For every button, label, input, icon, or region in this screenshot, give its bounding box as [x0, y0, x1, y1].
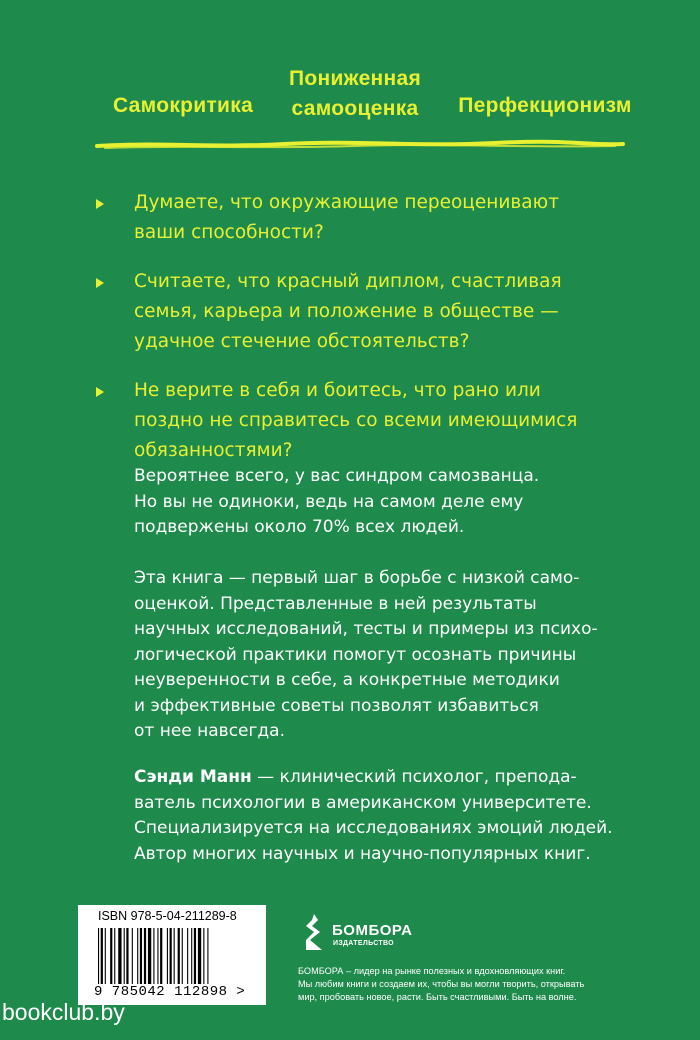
barcode-bar: [198, 928, 201, 984]
keyword-low-self-esteem-line2: самооценка: [291, 97, 419, 120]
publisher-name: БОМБОРА: [332, 922, 413, 939]
book-description-paragraph: [134, 566, 634, 745]
text-line: логической практики помогут осознать причины: [134, 644, 577, 665]
barcode-bar: [178, 928, 180, 984]
question-line: удачное стечение обстоятельств?: [134, 331, 470, 352]
text-line: неуверенности в себе, а конкретные методики: [134, 670, 560, 690]
text-line: ватель психологии в американском университете.: [134, 792, 592, 813]
bombora-logo-icon: [300, 912, 330, 952]
question-line: ваши способности?: [134, 222, 324, 243]
question-item: [94, 267, 634, 357]
barcode-bar: [118, 928, 121, 984]
barcode-bar: [167, 928, 168, 984]
barcode-bar: [203, 928, 204, 984]
barcode-bar: [194, 928, 196, 984]
barcode-bar: [110, 928, 112, 984]
barcode-bar: [140, 928, 142, 984]
author-bio-text: — клинический психолог, препода-: [251, 767, 577, 787]
barcode-bars: [96, 928, 256, 984]
text-line: подвержены около 70% всех людей.: [134, 517, 465, 537]
text-line: от нее навсегда.: [134, 721, 286, 741]
author-name: Сэнди Манн: [134, 767, 252, 787]
bullet-arrow-icon: [96, 387, 104, 397]
keyword-self-criticism: Самокритика: [112, 94, 254, 117]
barcode-digits: 9 785042 112898 >: [94, 984, 246, 1000]
barcode-bar: [174, 928, 175, 984]
barcode-bar: [126, 928, 128, 984]
barcode-bar: [191, 928, 192, 984]
barcode-bar: [187, 928, 188, 984]
barcode-bar: [153, 928, 154, 984]
barcode-bar: [137, 928, 138, 984]
text-line: Но вы не одиноки, ведь на самом деле ему: [134, 491, 524, 512]
question-line: Считаете, что красный диплом, счастливая: [134, 271, 562, 292]
text-line: Эта книга — первый шаг в борьбе с низкой само-: [134, 568, 580, 588]
barcode-bar: [157, 928, 158, 984]
text-line: БОМБОРА – лидер на рынке полезных и вдохновляющих книг.: [298, 966, 566, 976]
keyword-perfectionism: Перфекционизм: [458, 94, 632, 117]
site-watermark: bookclub.by: [2, 999, 125, 1025]
question-item: [94, 188, 634, 248]
barcode-bar: [101, 928, 103, 984]
text-line: Автор многих научных и научно-популярных книг.: [134, 843, 591, 864]
text-line: Мы любим книги и создаем их, чтобы вы могли творить, открывать: [298, 979, 585, 989]
author-bio: [134, 765, 634, 867]
isbn-label: ISBN 978-5-04-211289-8: [98, 909, 237, 923]
barcode-bar: [182, 928, 183, 984]
keyword-low-self-esteem: [270, 64, 440, 124]
bullet-arrow-icon: [96, 278, 104, 288]
barcode-bar: [105, 928, 106, 984]
question-line: Думаете, что окружающие переоценивают: [134, 192, 559, 213]
publisher-subtitle: ИЗДАТЕЛЬСТВО: [333, 940, 394, 947]
text-line: Вероятнее всего, у вас синдром самозванца.: [134, 466, 540, 486]
publisher-description: [298, 965, 648, 1004]
text-line: оценкой. Представленные в ней результаты: [134, 593, 537, 614]
barcode-bar: [124, 928, 125, 984]
keyword-low-self-esteem-line1: Пониженная: [288, 67, 422, 90]
question-line: обязанностями?: [134, 440, 293, 461]
question-list: [94, 188, 634, 485]
barcode-bar: [114, 928, 115, 984]
text-line: и эффективные советы позволят избавиться: [134, 695, 539, 716]
barcode-bar: [170, 928, 172, 984]
question-item: [94, 376, 634, 466]
question-line: семья, карьера и положение в обществе —: [134, 301, 559, 322]
text-line: [134, 765, 634, 791]
scribble-underline: [95, 138, 625, 152]
barcode-bar: [148, 928, 151, 984]
barcode-bar: [132, 928, 133, 984]
barcode-bar: [144, 928, 146, 984]
question-line: Не верите в себя и боитесь, что рано или: [134, 380, 541, 401]
text-line: научных исследований, тесты и примеры из психо-: [134, 619, 598, 639]
text-line: мир, пробовать новое, расти. Быть счастливыми. Быть на волне.: [298, 992, 577, 1002]
barcode-bar: [207, 928, 208, 984]
barcode-bar: [98, 928, 99, 984]
impostor-syndrome-paragraph: [134, 464, 634, 541]
barcode-bar: [160, 928, 162, 984]
bullet-arrow-icon: [96, 199, 104, 209]
text-line: Специализируется на исследованиях эмоций людей.: [134, 818, 613, 838]
question-line: поздно не справитесь со всеми имеющимися: [134, 410, 578, 431]
